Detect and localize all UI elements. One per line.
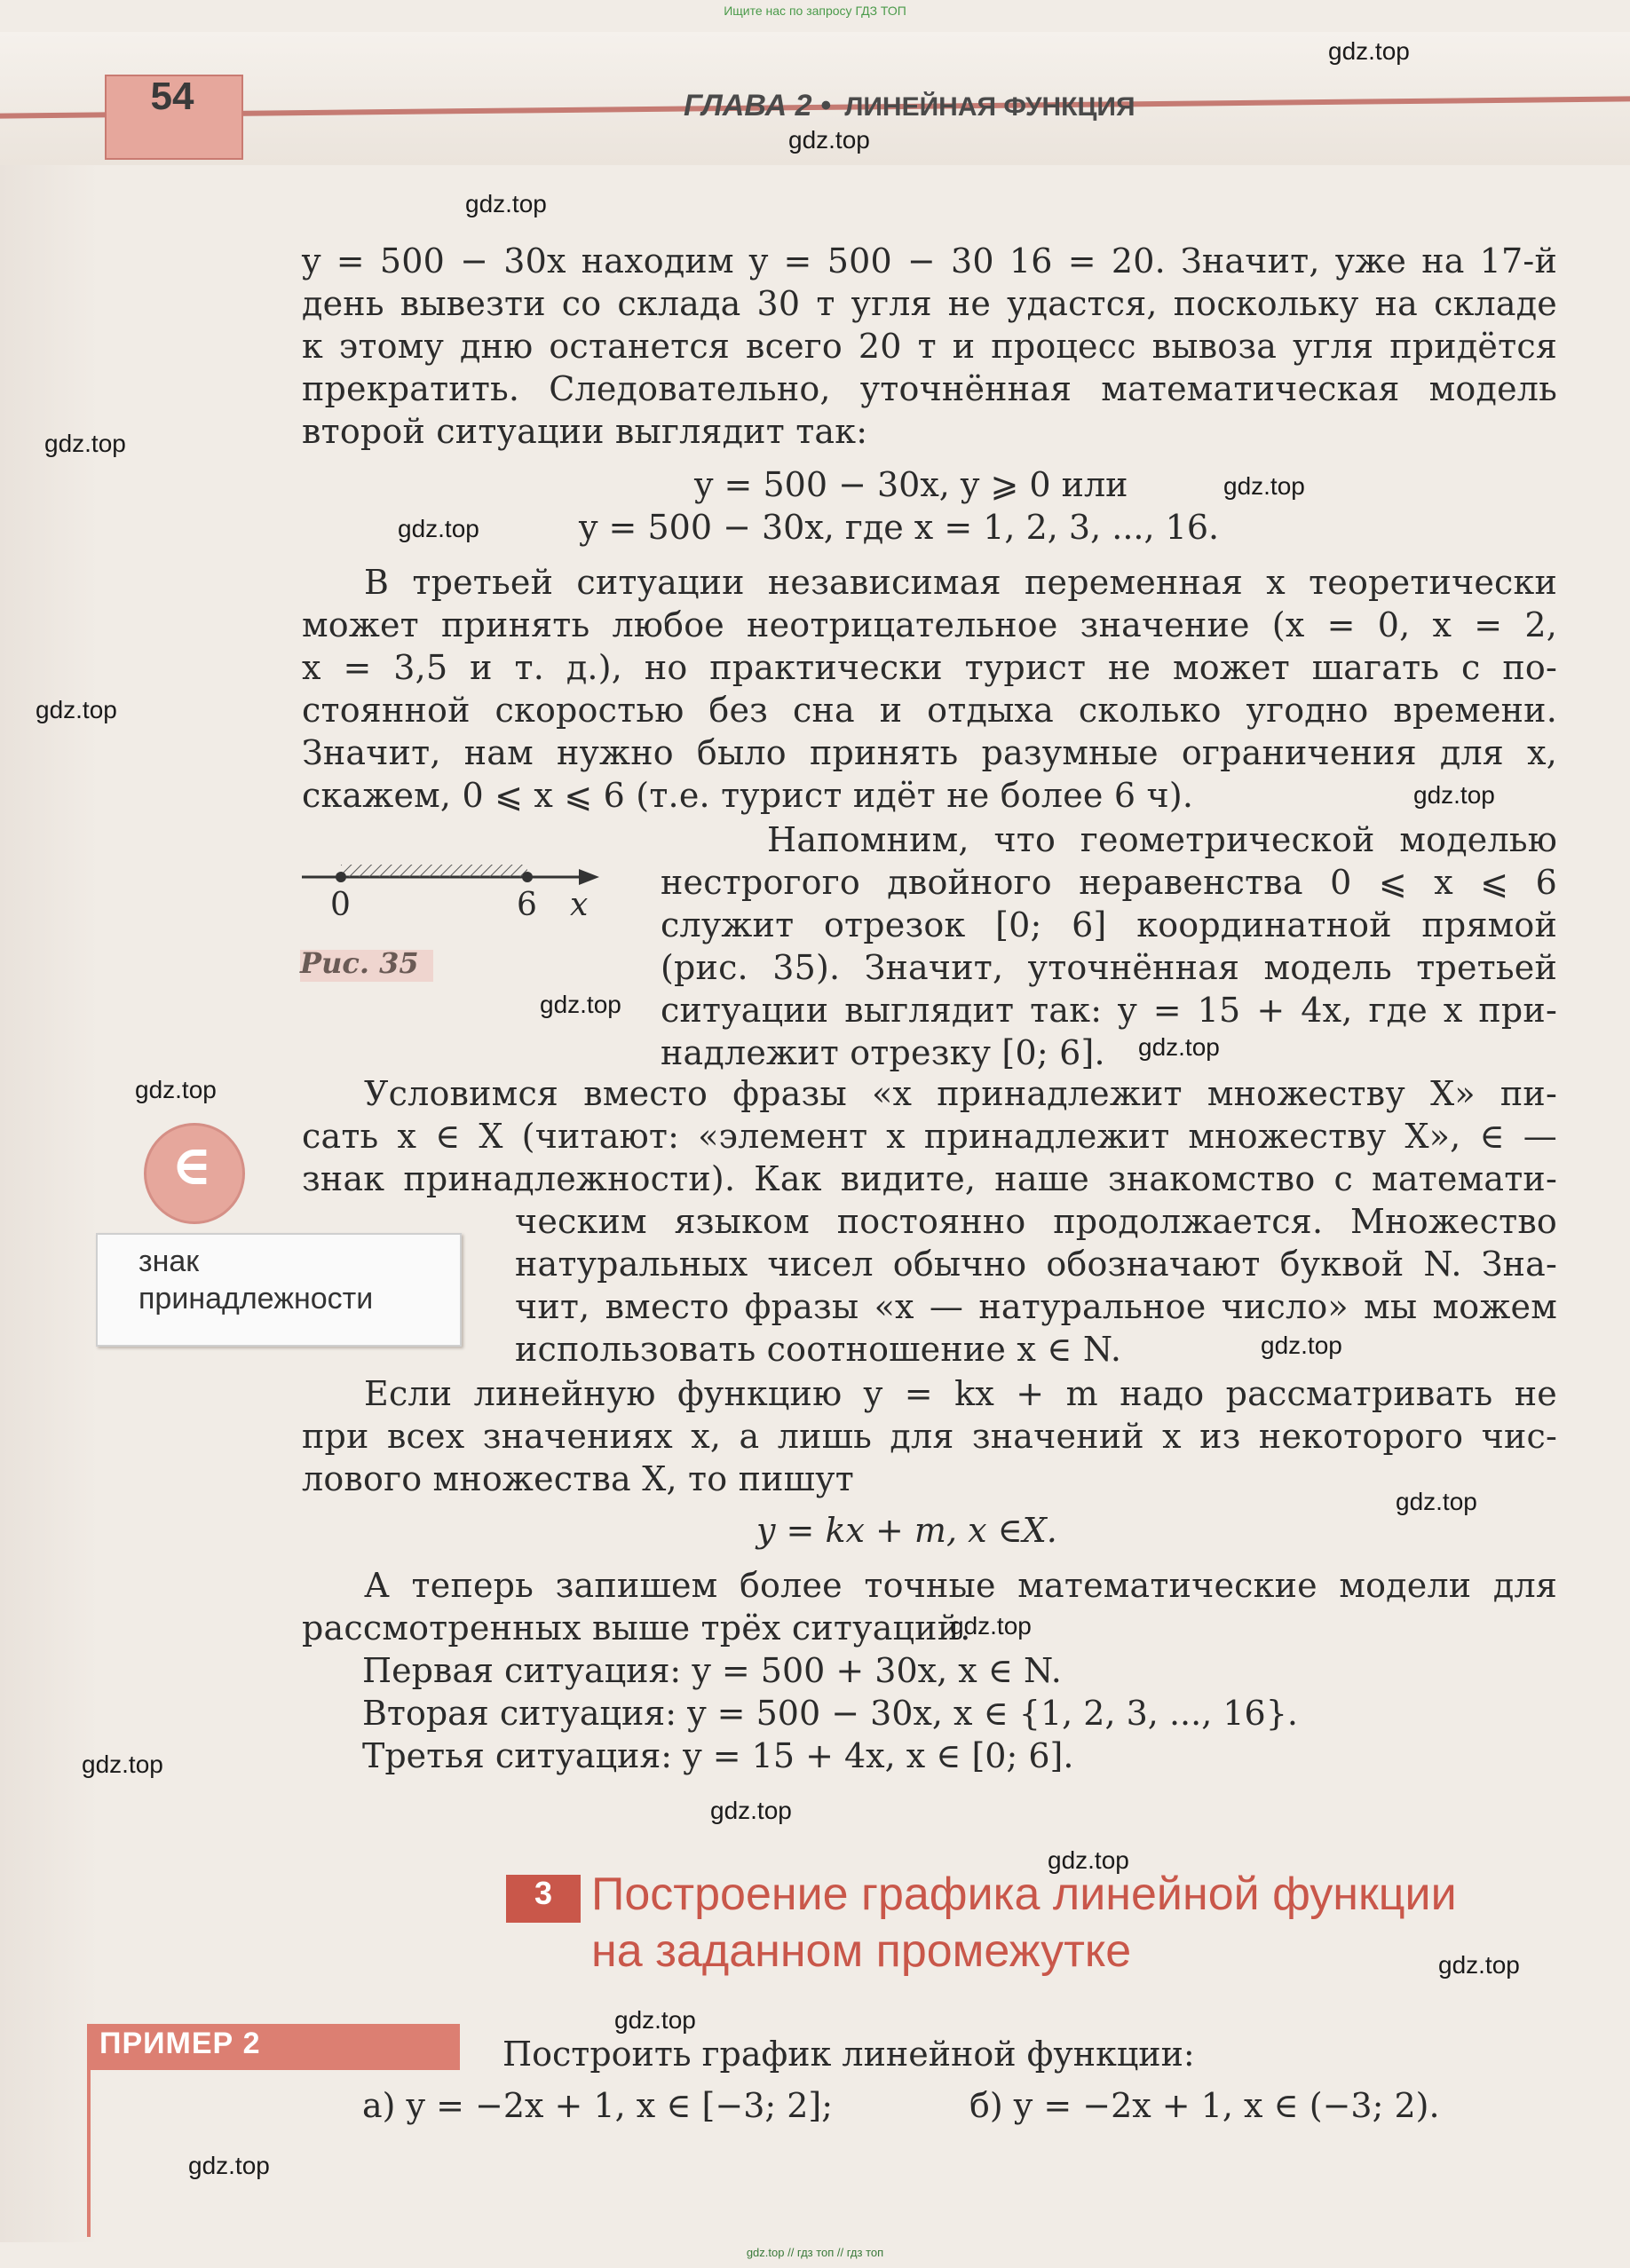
section-number: 3 bbox=[534, 1875, 553, 1911]
watermark: gdz.top bbox=[1328, 37, 1410, 65]
text-line: А теперь запишем более точные математические модели для bbox=[364, 1566, 1557, 1605]
chapter-bullet: • bbox=[819, 89, 831, 122]
watermark: gdz.top bbox=[788, 126, 870, 154]
text-line: В третьей ситуации независимая переменная x теоретически bbox=[364, 563, 1557, 602]
text-line: Напомним, что геометрической моделью bbox=[767, 820, 1557, 859]
tick-label-6: 6 bbox=[517, 887, 537, 923]
situation-3: Третья ситуация: y = 15 + 4x, x ∈ [0; 6]. bbox=[362, 1736, 1074, 1775]
top-note: Ищите нас по запросу ГДЗ ТОП bbox=[724, 4, 906, 18]
paragraph-1 bbox=[302, 240, 1557, 453]
formula-line: y = 500 − 30x, где x = 1, 2, 3, ..., 16. bbox=[579, 508, 1220, 547]
text-line: нестрогого двойного неравенства 0 ⩽ x ⩽ 6 bbox=[661, 863, 1557, 902]
arrow-icon bbox=[579, 869, 599, 885]
text-line: Условимся вместо фразы «x принадлежит множеству X» пи- bbox=[364, 1074, 1557, 1113]
watermark: gdz.top bbox=[1138, 1033, 1220, 1061]
note-line: знак bbox=[138, 1245, 200, 1278]
text-line: при всех значениях x, а лишь для значений x из некоторого чис- bbox=[302, 1417, 1557, 1456]
axis-label: x bbox=[570, 887, 589, 923]
text-line: рассмотренных выше трёх ситуаций. bbox=[302, 1608, 971, 1648]
section-title-line: Построение графика линейной функции bbox=[591, 1869, 1457, 1920]
formula-2: y = kx + m, x ∈X. bbox=[756, 1511, 1057, 1550]
watermark: gdz.top bbox=[1438, 1951, 1520, 1979]
text-line: чит, вместо фразы «x — натуральное число» мы можем bbox=[515, 1287, 1557, 1326]
paragraph-6 bbox=[302, 1564, 1557, 1649]
watermark: gdz.top bbox=[188, 2152, 270, 2179]
watermark: gdz.top bbox=[44, 430, 126, 457]
formula-line: y = 500 − 30x, y ⩾ 0 или bbox=[694, 465, 1128, 504]
text-line: Если линейную функцию y = kx + m надо рассматривать не bbox=[364, 1374, 1557, 1413]
text-line: сать x ∈ X (читают: «элемент x принадлежит множеству X», ∈ — bbox=[302, 1117, 1557, 1156]
paragraph-2 bbox=[302, 561, 1557, 817]
watermark: gdz.top bbox=[614, 2006, 696, 2034]
text-line: x = 3,5 и т. д.), но практически турист не может шагать с по- bbox=[302, 648, 1557, 687]
margin-note bbox=[138, 1243, 373, 1317]
membership-glyph-icon: ∈ bbox=[171, 1133, 212, 1197]
paragraph-4-cont bbox=[515, 1200, 1557, 1371]
margin-shade bbox=[0, 165, 99, 2242]
watermark: gdz.top bbox=[398, 515, 479, 542]
text-line: использовать соотношение x ∈ N. bbox=[515, 1330, 1122, 1369]
bottom-note: gdz.top // гдз топ // гдз топ bbox=[746, 2246, 884, 2259]
paragraph-4 bbox=[302, 1072, 1557, 1200]
text-line: служит отрезок [0; 6] координатной прямой bbox=[661, 905, 1557, 944]
example-label: ПРИМЕР 2 bbox=[99, 2027, 261, 2060]
text-line: день вывезти со склада 30 т угля не удастся, поскольку на складе bbox=[302, 284, 1557, 323]
chapter-title: ЛИНЕЙНАЯ ФУНКЦИЯ bbox=[844, 92, 1135, 122]
text-line: Значит, нам нужно было принять разумные ограничения для x, bbox=[302, 733, 1557, 772]
text-line: к этому дню останется всего 20 т и процесс вывоза угля придётся bbox=[302, 327, 1557, 366]
point-0 bbox=[336, 872, 346, 882]
situation-1: Первая ситуация: y = 500 + 30x, x ∈ N. bbox=[362, 1651, 1062, 1690]
example-part-a: а) y = −2x + 1, x ∈ [−3; 2]; bbox=[362, 2086, 834, 2125]
chapter-heading bbox=[684, 89, 1135, 123]
text-line: может принять любое неотрицательное значение (x = 0, x = 2, bbox=[302, 605, 1557, 644]
watermark: gdz.top bbox=[36, 696, 117, 723]
figure-caption: Рис. 35 bbox=[300, 946, 419, 980]
watermark: gdz.top bbox=[1048, 1846, 1129, 1874]
text-line: скажем, 0 ⩽ x ⩽ 6 (т.е. турист идёт не более 6 ч). bbox=[302, 776, 1194, 815]
watermark: gdz.top bbox=[950, 1612, 1032, 1640]
text-line: стоянной скоростью без сна и отдыха сколько угодно времени. bbox=[302, 691, 1557, 730]
section-title bbox=[591, 1866, 1457, 1980]
situation-2: Вторая ситуация: y = 500 − 30x, x ∈ {1, 2, 3, ..., 16}. bbox=[362, 1694, 1298, 1733]
paragraph-5 bbox=[302, 1372, 1557, 1500]
text-line: (рис. 35). Значит, уточнённая модель третьей bbox=[661, 948, 1557, 987]
watermark: gdz.top bbox=[1396, 1488, 1477, 1515]
example-rule bbox=[87, 2068, 91, 2237]
watermark: gdz.top bbox=[135, 1076, 217, 1103]
section-title-line: на заданном промежутке bbox=[591, 1925, 1132, 1977]
page-number: 54 bbox=[150, 75, 194, 118]
text-line: ческим языком постоянно продолжается. Множество bbox=[515, 1202, 1557, 1241]
text-line: знак принадлежности). Как видите, наше знакомство с математи- bbox=[302, 1159, 1557, 1198]
text-line: натуральных чисел обычно обозначают буквой N. Зна- bbox=[515, 1245, 1557, 1284]
text-line: y = 500 − 30x находим y = 500 − 30 16 = 20. Значит, уже на 17-й bbox=[302, 241, 1557, 281]
watermark: gdz.top bbox=[465, 190, 547, 217]
text-line: второй ситуации выглядит так: bbox=[302, 412, 868, 451]
text-line: надлежит отрезку [0; 6]. bbox=[661, 1033, 1105, 1072]
example-part-b: б) y = −2x + 1, x ∈ (−3; 2). bbox=[969, 2086, 1440, 2125]
watermark: gdz.top bbox=[540, 991, 621, 1018]
watermark: gdz.top bbox=[1261, 1332, 1342, 1359]
watermark: gdz.top bbox=[1223, 472, 1305, 500]
example-task: Построить график линейной функции: bbox=[502, 2035, 1195, 2074]
tick-label-0: 0 bbox=[330, 887, 351, 923]
chapter-label: ГЛАВА 2 bbox=[684, 89, 812, 122]
point-6 bbox=[522, 872, 533, 882]
watermark: gdz.top bbox=[82, 1750, 163, 1778]
watermark: gdz.top bbox=[1413, 781, 1495, 809]
text-line: прекратить. Следовательно, уточнённая математическая модель bbox=[302, 369, 1557, 408]
text-line: лового множества X, то пишут bbox=[302, 1459, 854, 1498]
segment-hatch bbox=[341, 865, 527, 877]
watermark: gdz.top bbox=[710, 1797, 792, 1824]
note-line: принадлежности bbox=[138, 1282, 374, 1316]
text-line: ситуации выглядит так: y = 15 + 4x, где x при- bbox=[661, 991, 1557, 1030]
paragraph-3 bbox=[661, 818, 1557, 1074]
